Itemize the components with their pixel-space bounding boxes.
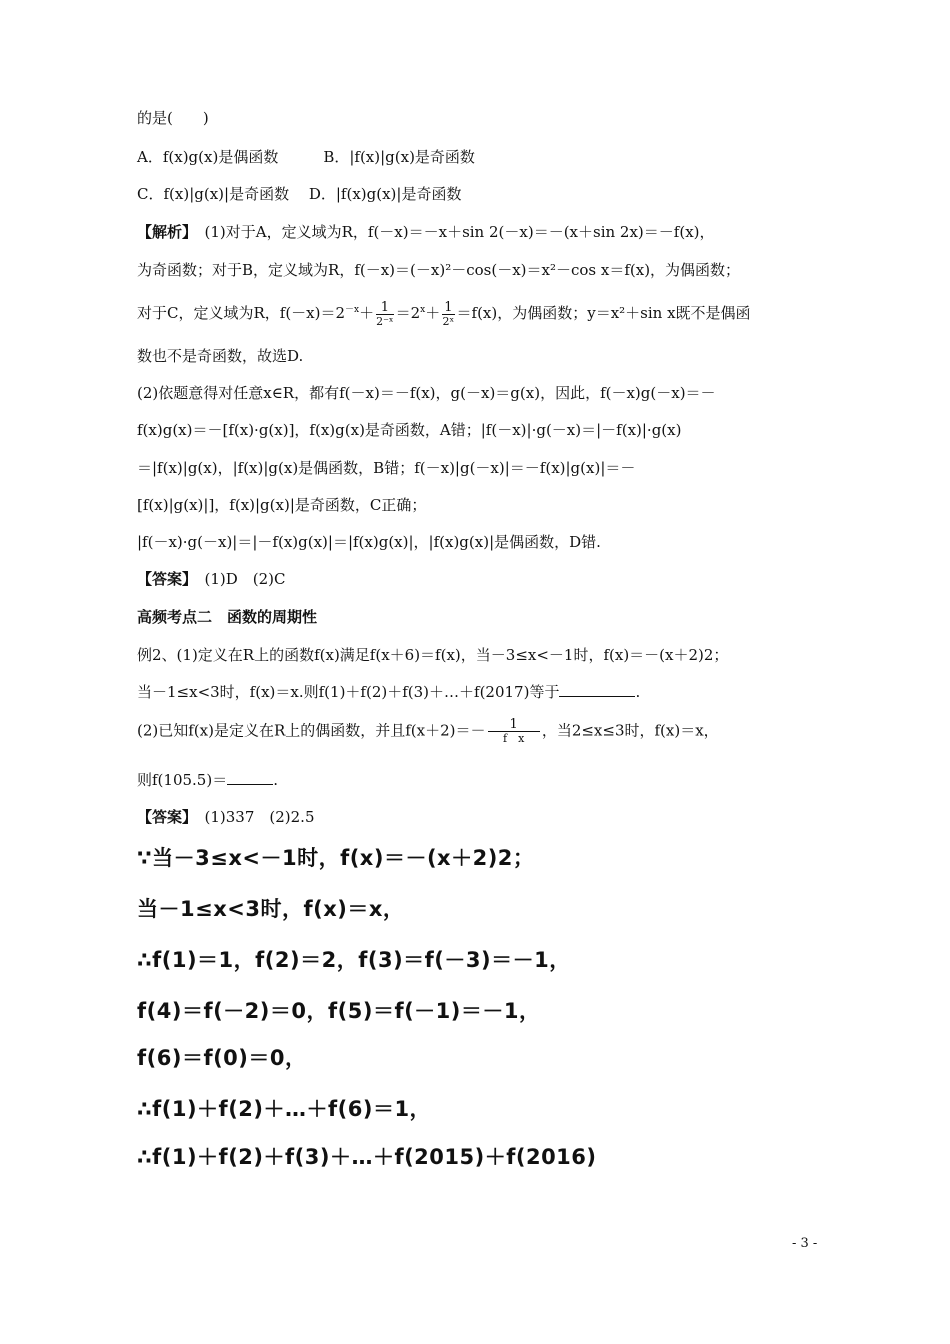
text: ＋ bbox=[359, 304, 375, 322]
text: . bbox=[273, 771, 278, 789]
answer-label: 【答案】 bbox=[137, 808, 190, 826]
superscript: x bbox=[420, 305, 426, 315]
option-c-d: C．f(x)|g(x)|是奇函数 D．|f(x)g(x)|是奇函数 bbox=[137, 185, 462, 203]
answer-label: 【答案】 bbox=[137, 570, 190, 588]
text: 则f(105.5)＝ bbox=[137, 771, 228, 789]
solution-line-7: ∴f(1)＋f(2)＋f(3)＋…＋f(2015)＋f(2016) bbox=[137, 1145, 597, 1169]
fraction-numerator: 1 bbox=[376, 301, 393, 315]
option-a-b: A．f(x)g(x)是偶函数 B．|f(x)|g(x)是奇函数 bbox=[137, 148, 475, 166]
line-question-end: 的是( ) bbox=[137, 109, 209, 127]
text: ＝2 bbox=[395, 304, 421, 322]
text: 对于C，定义域为R，f(－x)＝2 bbox=[137, 304, 346, 322]
analysis-line-1 bbox=[137, 222, 715, 242]
analysis-line-8: [f(x)|g(x)|]，f(x)|g(x)|是奇函数，C正确； bbox=[137, 496, 427, 514]
example-line-1: 例2、(1)定义在R上的函数f(x)满足f(x＋6)＝f(x)，当－3≤x<－1时，f(x)＝－(x＋2)2； bbox=[137, 646, 729, 664]
fraction-denominator: 2ˣ bbox=[442, 314, 455, 328]
fraction-denominator: 2⁻ˣ bbox=[376, 314, 394, 328]
analysis-line-3 bbox=[137, 300, 751, 328]
answer-line-2 bbox=[137, 807, 315, 827]
answer-blank bbox=[559, 682, 635, 697]
text: . bbox=[635, 683, 641, 701]
fraction-numerator: 1 bbox=[488, 718, 540, 732]
solution-line-3: ∴f(1)＝1，f(2)＝2，f(3)＝f(－3)＝－1， bbox=[137, 948, 571, 972]
analysis-line-9: |f(－x)·g(－x)|＝|－f(x)g(x)|＝|f(x)g(x)|，|f(x)g(x)|是偶函数，D错. bbox=[137, 533, 601, 551]
answer-text: (1)337 (2)2.5 bbox=[189, 808, 315, 826]
analysis-line-7: ＝|f(x)|g(x)，|f(x)|g(x)是偶函数，B错；f(－x)|g(－x)|＝－f(x)|g(x)|＝－ bbox=[137, 459, 636, 477]
fraction bbox=[488, 718, 540, 745]
fraction bbox=[442, 301, 454, 328]
answer-text: (1)D (2)C bbox=[189, 570, 286, 588]
example-line-2 bbox=[137, 682, 640, 702]
superscript: －x bbox=[345, 305, 360, 315]
solution-line-2: 当－1≤x<3时，f(x)＝x， bbox=[137, 897, 405, 921]
solution-line-4: f(4)＝f(－2)＝0，f(5)＝f(－1)＝－1， bbox=[137, 999, 541, 1023]
analysis-line-2: 为奇函数；对于B，定义域为R，f(－x)＝(－x)²－cos(－x)＝x²－cos x＝f(x)，为偶函数； bbox=[137, 261, 741, 279]
solution-line-1: ∵当－3≤x<－1时，f(x)＝－(x＋2)2； bbox=[137, 846, 535, 870]
fraction-denominator: f x bbox=[503, 732, 525, 745]
example-line-3 bbox=[137, 718, 719, 745]
fraction-numerator: 1 bbox=[444, 299, 453, 315]
solution-line-6: ∴f(1)＋f(2)＋…＋f(6)＝1， bbox=[137, 1097, 432, 1121]
answer-blank bbox=[227, 770, 273, 785]
analysis-line-6: f(x)g(x)＝－[f(x)·g(x)]，f(x)g(x)是奇函数，A错；|f(－x)|·g(－x)＝|－f(x)|·g(x) bbox=[137, 421, 682, 439]
analysis-label: 【解析】 bbox=[137, 223, 190, 241]
text: ＋ bbox=[425, 304, 441, 322]
solution-line-5: f(6)＝f(0)＝0， bbox=[137, 1046, 307, 1070]
text: 当－1≤x<3时，f(x)＝x.则f(1)＋f(2)＋f(3)＋…＋f(2017)等于 bbox=[137, 683, 560, 701]
analysis-line-4: 数也不是奇函数，故选D. bbox=[137, 347, 304, 365]
section-heading: 高频考点二 函数的周期性 bbox=[137, 608, 318, 626]
page-number: - 3 - bbox=[792, 1236, 818, 1251]
answer-line-1 bbox=[137, 569, 286, 589]
text: ，当2≤x≤3时，f(x)＝x， bbox=[541, 721, 719, 740]
analysis-text: (1)对于A，定义域为R，f(－x)＝－x＋sin 2(－x)＝－(x＋sin 2x)＝－f(x)， bbox=[189, 223, 715, 241]
example-line-4 bbox=[137, 770, 278, 790]
text: (2)已知f(x)是定义在R上的偶函数，并且f(x＋2)＝－ bbox=[137, 721, 486, 740]
fraction bbox=[376, 301, 393, 328]
analysis-line-5: (2)依题意得对任意x∈R，都有f(－x)＝－f(x)，g(－x)＝g(x)，因此，f(－x)g(－x)＝－ bbox=[137, 384, 716, 402]
text: ＝f(x)，为偶函数；y＝x²＋sin x既不是偶函 bbox=[456, 304, 751, 322]
